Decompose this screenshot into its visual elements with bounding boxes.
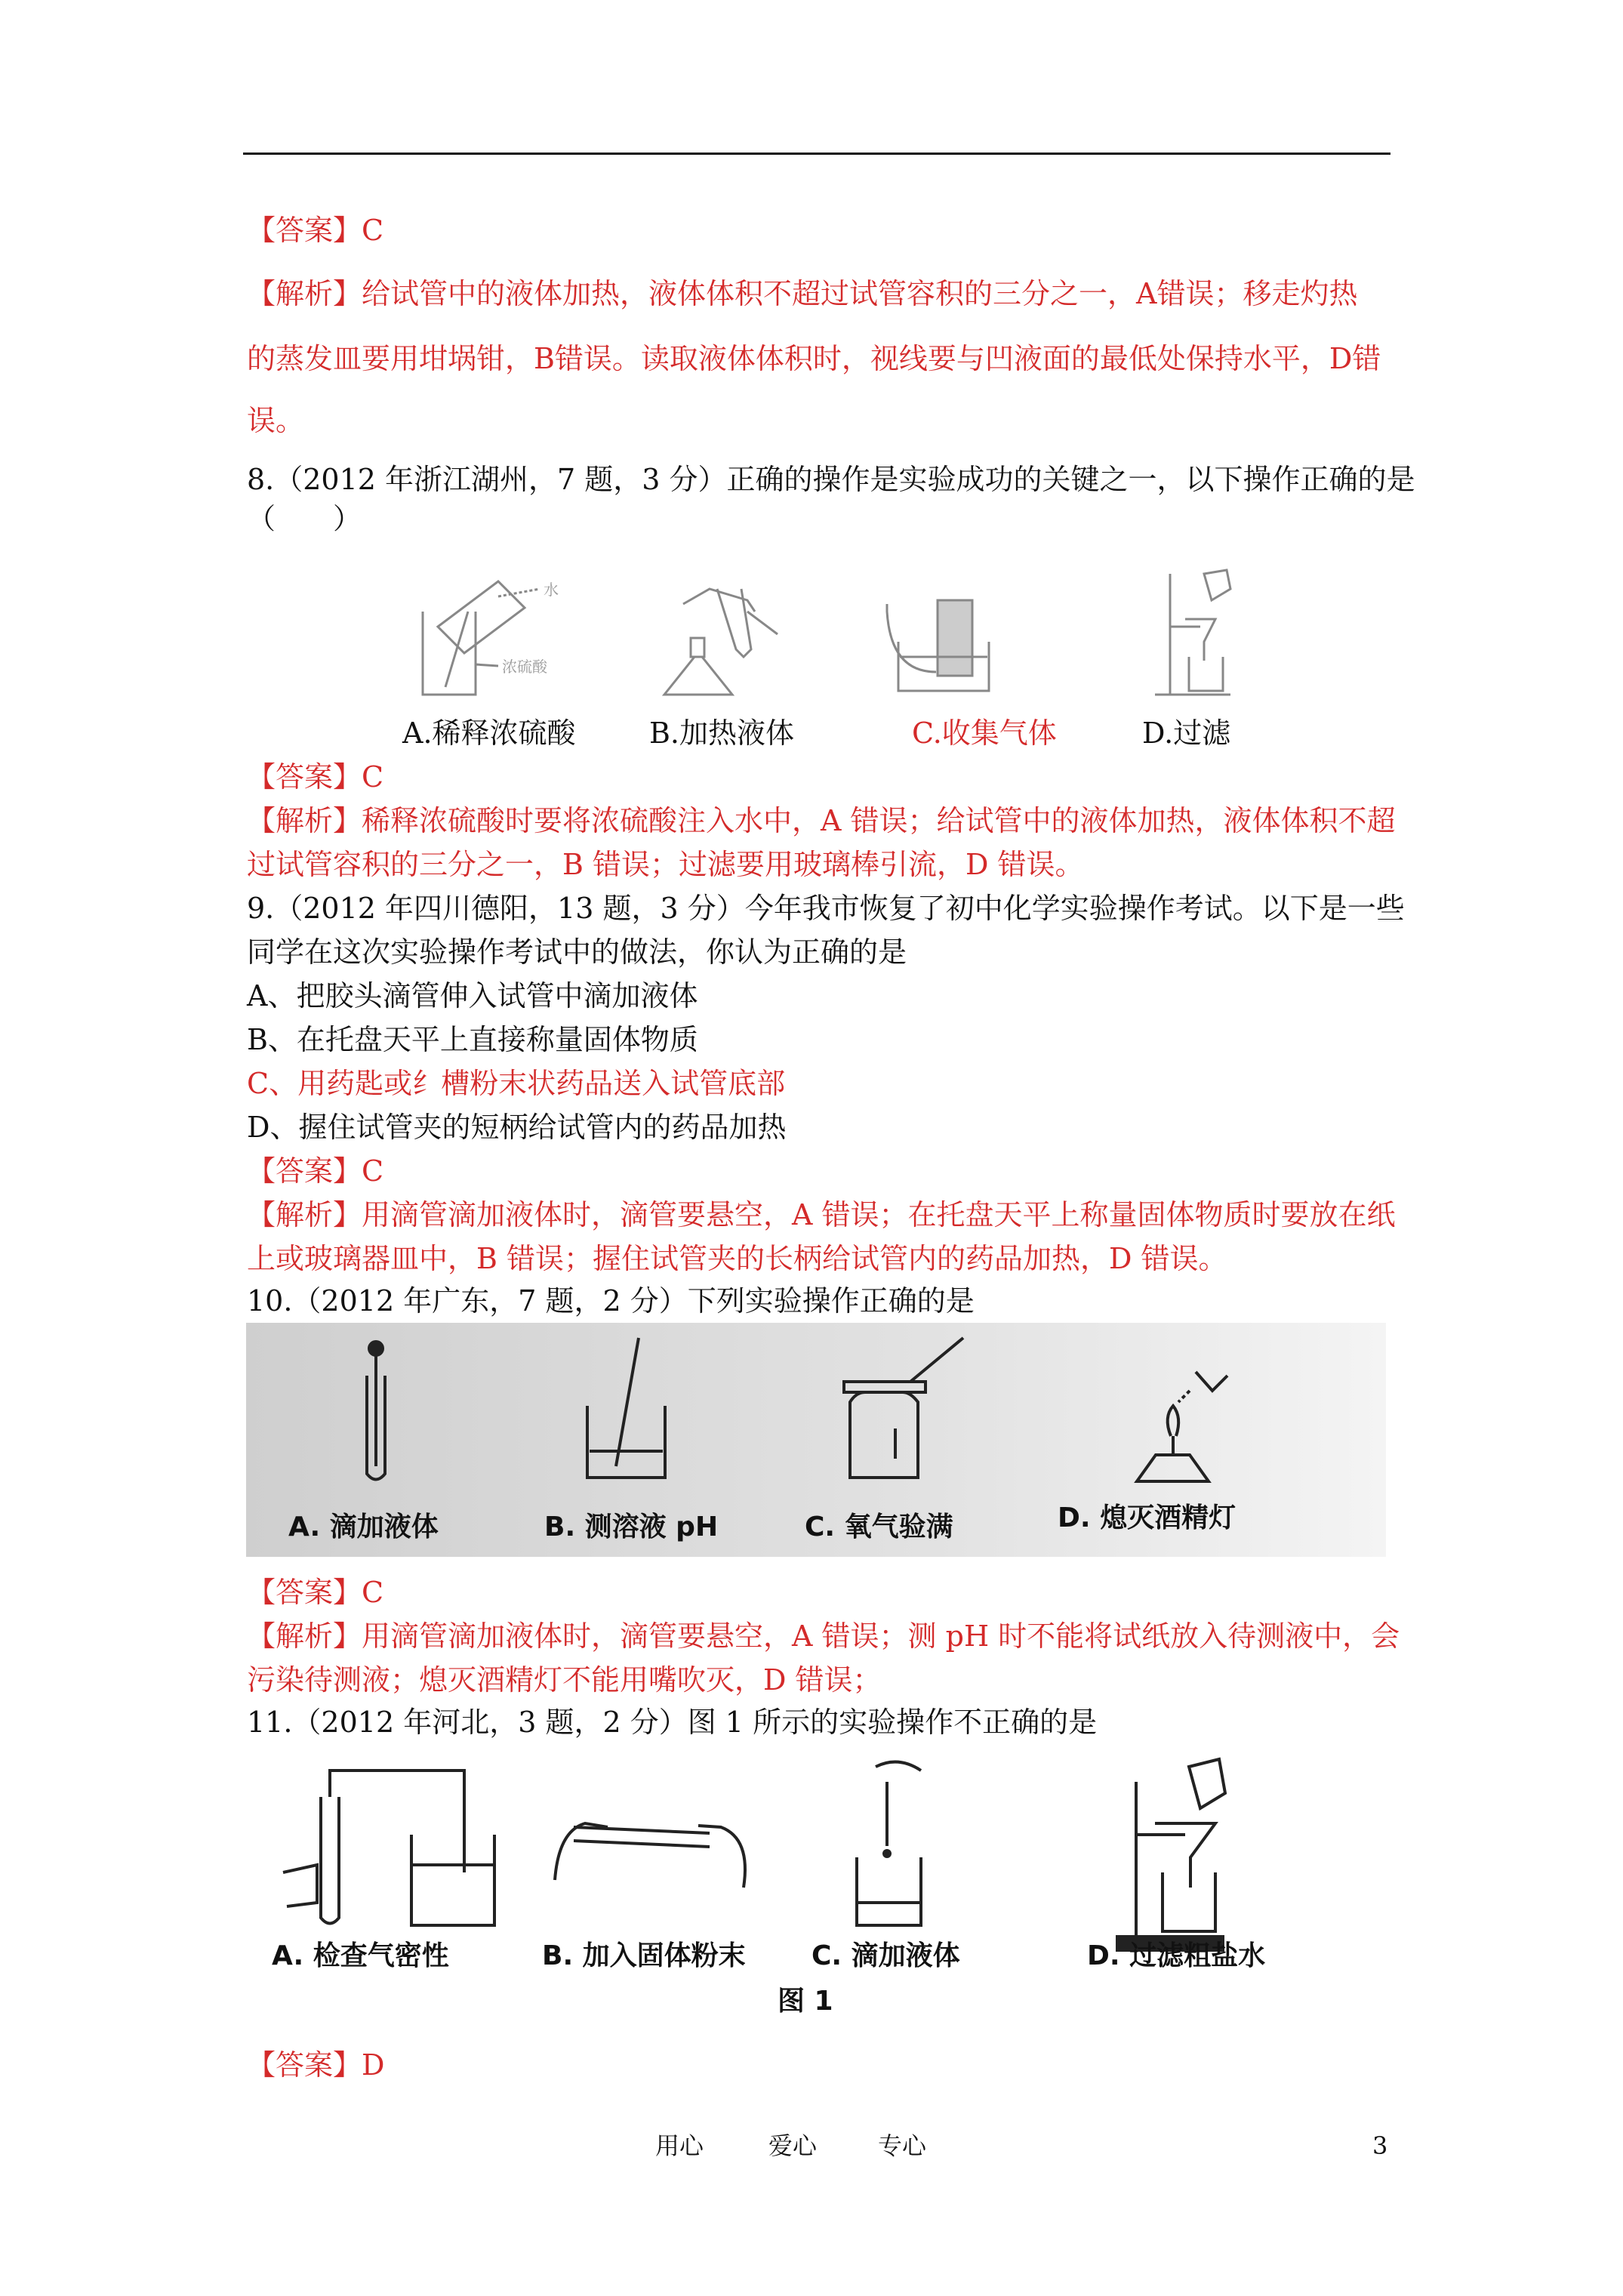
q8-fig-a-water-label: 水 xyxy=(544,581,559,599)
q8-answer: 【答案】C xyxy=(247,760,384,794)
q11-figure-label: 图 1 xyxy=(778,1986,833,2017)
q9-option-b: B、在托盘天平上直接称量固体物质 xyxy=(247,1023,698,1056)
q8-figure-illustrations xyxy=(393,566,1298,702)
q7-analysis-line-2: 的蒸发皿要用坩埚钳，B错误。读取液体体积时，视线要与凹液面的最低处保持水平，D错 xyxy=(247,342,1381,375)
q11-answer: 【答案】D xyxy=(247,2048,385,2082)
header-rule xyxy=(243,153,1390,155)
q11-caption-b: B. 加入固体粉末 xyxy=(542,1940,746,1971)
q11-fig-a-airtightness xyxy=(283,1771,494,1925)
q8-caption-a: A.稀释浓硫酸 xyxy=(402,717,576,750)
q8-fig-b-heat-liquid xyxy=(664,589,778,695)
q8-fig-c-collect-gas xyxy=(887,600,989,691)
q8-analysis-line-1: 【解析】稀释浓硫酸时要将浓硫酸注入水中，A 错误；给试管中的液体加热，液体体积不超 xyxy=(247,804,1396,837)
page-number: 3 xyxy=(1372,2131,1388,2160)
q7-analysis-line-3: 误。 xyxy=(247,404,305,437)
q8-fig-a-acid-label: 浓硫酸 xyxy=(502,658,547,676)
footer-item-2: 爱心 xyxy=(768,2131,818,2160)
q9-option-c: C、用药匙或纟槽粉末状药品送入试管底部 xyxy=(247,1067,786,1100)
q7-answer: 【答案】C xyxy=(247,214,384,247)
q8-caption-c: C.收集气体 xyxy=(912,717,1057,750)
q7-analysis-line-1: 【解析】给试管中的液体加热，液体体积不超过试管容积的三分之一，A错误；移走灼热 xyxy=(247,277,1358,310)
q9-stem-line-1: 9.（2012 年四川德阳，13 题，3 分）今年我市恢复了初中化学实验操作考试。以下是一些 xyxy=(247,892,1405,925)
q11-caption-d: D. 过滤粗盐水 xyxy=(1087,1940,1266,1971)
q10-caption-a: A. 滴加液体 xyxy=(288,1512,439,1542)
q10-stem: 10.（2012 年广东，7 题，2 分）下列实验操作正确的是 xyxy=(247,1284,975,1318)
q10-fig-b-ph-test xyxy=(587,1338,665,1478)
q9-stem-line-2: 同学在这次实验操作考试中的做法，你认为正确的是 xyxy=(247,935,907,969)
q9-option-d: D、握住试管夹的短柄给试管内的药品加热 xyxy=(247,1111,787,1144)
q10-analysis-line-2: 污染待测液；熄灭酒精灯不能用嘴吹灭，D 错误； xyxy=(247,1663,882,1697)
q8-fig-d-filter xyxy=(1155,570,1230,695)
q8-caption-d: D.过滤 xyxy=(1142,717,1231,750)
q10-caption-d: D. 熄灭酒精灯 xyxy=(1058,1502,1236,1533)
q10-caption-b: B. 测溶液 pH xyxy=(544,1512,719,1542)
q8-caption-b: B.加热液体 xyxy=(649,717,795,750)
q10-analysis-line-1: 【解析】用滴管滴加液体时，滴管要悬空，A 错误；测 pH 时不能将试纸放入待测液中，会 xyxy=(247,1620,1400,1653)
q11-caption-c: C. 滴加液体 xyxy=(812,1940,960,1971)
q9-analysis-line-2: 上或玻璃器皿中，B 错误；握住试管夹的长柄给试管内的药品加热，D 错误。 xyxy=(247,1242,1227,1275)
q11-caption-a: A. 检查气密性 xyxy=(272,1940,449,1971)
q11-fig-d-filter-salt-water xyxy=(1117,1759,1225,1950)
q11-fig-c-drop-liquid xyxy=(857,1762,921,1925)
q10-fig-d-blow-lamp xyxy=(1137,1372,1227,1481)
q10-caption-c: C. 氧气验满 xyxy=(805,1512,953,1542)
q8-fig-a-dilute-acid xyxy=(423,581,540,695)
q9-analysis-line-1: 【解析】用滴管滴加液体时，滴管要悬空，A 错误；在托盘天平上称量固体物质时要放在纸 xyxy=(247,1198,1396,1231)
q8-analysis-line-2: 过试管容积的三分之一，B 错误；过滤要用玻璃棒引流，D 错误。 xyxy=(247,848,1084,881)
q11-fig-b-add-powder xyxy=(555,1823,745,1888)
footer-item-1: 用心 xyxy=(655,2131,704,2160)
q10-figure xyxy=(246,1323,1386,1557)
q10-answer: 【答案】C xyxy=(247,1576,384,1609)
q9-answer: 【答案】C xyxy=(247,1154,384,1188)
q8-stem-line-1: 8.（2012 年浙江湖州，7 题，3 分）正确的操作是实验成功的关键之一，以下操作正确的是 xyxy=(247,463,1415,496)
q8-stem-line-2: （ ） xyxy=(247,502,362,535)
footer-item-3: 专心 xyxy=(878,2131,927,2160)
q11-stem: 11.（2012 年河北，3 题，2 分）图 1 所示的实验操作不正确的是 xyxy=(247,1706,1098,1739)
q9-option-a: A、把胶头滴管伸入试管中滴加液体 xyxy=(247,979,698,1012)
q11-figure-illustrations xyxy=(268,1752,1385,1955)
q10-fig-a-dropper-in-tube xyxy=(367,1342,385,1480)
q10-fig-c-oxygen-test xyxy=(844,1338,963,1478)
